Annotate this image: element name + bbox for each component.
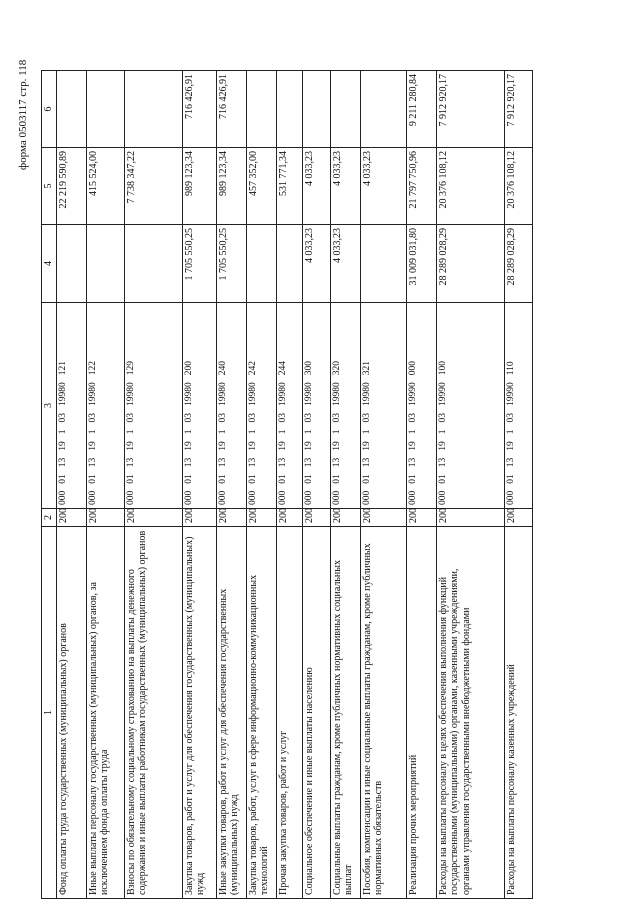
budget-code-part: 1 [217,429,228,435]
row-name: Закупка товаров, работ и услуг для обеспечения государственных (муниципальных) нужд [182,527,216,899]
row-budget-code [86,303,124,509]
row-name: Иные выплаты персоналу государственных (муниципальных) органов, за исключением фонда оплаты труда [86,527,124,899]
row-approved-amount [246,225,276,303]
column-header-4: 4 [42,225,57,303]
budget-code-part: 01 [277,474,288,484]
row-executed-amount: 989 123,34 [182,148,216,225]
budget-code-part: 240 [217,361,228,376]
budget-code-part: 000 [125,490,136,505]
budget-code-part: 19990 [407,382,418,406]
row-budget-code [56,303,86,509]
budget-code-part: 01 [303,474,314,484]
row-budget-code [216,303,246,509]
budget-code-part: 19 [217,441,228,451]
table-row [406,71,436,899]
budget-code-part: 19 [505,441,516,451]
row-unexecuted-amount: 7 912 920,17 [504,71,532,148]
budget-code-part: 244 [277,361,288,376]
budget-code-part: 000 [361,490,372,505]
row-line-code: 200 [276,509,302,527]
budget-code-part: 19990 [505,382,516,406]
row-line-code: 200 [86,509,124,527]
row-executed-amount: 7 738 347,22 [124,148,182,225]
budget-code-part: 000 [217,490,228,505]
row-executed-amount: 457 352,00 [246,148,276,225]
budget-code-part: 242 [247,361,258,376]
row-executed-amount: 531 771,34 [276,148,302,225]
row-executed-amount: 4 033,23 [330,148,360,225]
budget-code-part: 1 [183,429,194,435]
row-line-code: 200 [246,509,276,527]
row-line-code: 200 [360,509,406,527]
budget-code-part: 19 [361,441,372,451]
budget-code-part: 129 [125,361,136,376]
budget-code-part: 121 [57,361,68,376]
row-name: Реализация прочих мероприятий [406,527,436,899]
row-executed-amount: 989 123,34 [216,148,246,225]
row-name: Расходы на выплаты персоналу в целях обеспечения выполнения функций государственными (муниципальными) органами, казенными учреждениями, органами управления государственными внебюджетными фондами [436,527,504,899]
budget-code-part: 19980 [247,382,258,406]
row-approved-amount [360,225,406,303]
row-executed-amount: 4 033,23 [302,148,330,225]
budget-code-part: 13 [277,457,288,468]
budget-code-part: 19 [57,441,68,451]
row-line-code: 200 [216,509,246,527]
row-budget-code [504,303,532,509]
budget-code-part: 13 [361,457,372,468]
budget-code-part: 01 [361,474,372,484]
row-executed-amount: 415 524,00 [86,148,124,225]
row-approved-amount: 1 705 550,25 [216,225,246,303]
budget-code-part: 1 [57,429,68,435]
row-approved-amount: 1 705 550,25 [182,225,216,303]
row-approved-amount [124,225,182,303]
row-approved-amount: 4 033,23 [302,225,330,303]
row-unexecuted-amount [246,71,276,148]
budget-code-part: 100 [437,361,448,376]
budget-code-part: 03 [437,413,448,423]
budget-code-part: 19 [407,441,418,451]
row-line-code: 200 [436,509,504,527]
budget-code-part: 000 [277,490,288,505]
row-line-code: 200 [56,509,86,527]
row-executed-amount: 21 797 750,96 [406,148,436,225]
budget-code-part: 13 [407,457,418,468]
table-body [56,71,532,899]
budget-code-part: 19 [303,441,314,451]
row-approved-amount: 31 009 031,80 [406,225,436,303]
budget-code-part: 1 [87,429,98,435]
row-unexecuted-amount: 716 426,91 [216,71,246,148]
budget-code-part: 000 [183,490,194,505]
row-budget-code [330,303,360,509]
row-name: Пособия, компенсации и иные социальные выплаты гражданам, кроме публичных нормативных обязательств [360,527,406,899]
budget-code-part: 03 [361,413,372,423]
row-budget-code [182,303,216,509]
budget-code-part: 19 [277,441,288,451]
budget-code-part: 000 [247,490,258,505]
report-table [41,70,533,899]
budget-code-part: 321 [361,361,372,376]
budget-code-part: 03 [303,413,314,423]
row-name: Закупка товаров, работ, услуг в сфере информационно-коммуникационных технологий [246,527,276,899]
row-unexecuted-amount [86,71,124,148]
budget-code-part: 13 [183,457,194,468]
budget-code-part: 19980 [331,382,342,406]
row-line-code: 200 [124,509,182,527]
budget-code-part: 19 [183,441,194,451]
table-row [504,71,532,899]
row-unexecuted-amount [302,71,330,148]
row-budget-code [124,303,182,509]
budget-code-part: 000 [87,490,98,505]
budget-code-part: 19980 [87,382,98,406]
budget-code-part: 03 [505,413,516,423]
budget-code-part: 320 [331,361,342,376]
table-row [124,71,182,899]
row-unexecuted-amount: 9 211 280,84 [406,71,436,148]
budget-code-part: 1 [505,429,516,435]
row-line-code: 200 [330,509,360,527]
budget-code-part: 01 [331,474,342,484]
budget-code-part: 19980 [217,382,228,406]
budget-code-part: 19 [437,441,448,451]
row-name: Прочая закупка товаров, работ и услуг [276,527,302,899]
column-header-1: 1 [42,527,57,899]
table-row [246,71,276,899]
row-unexecuted-amount [276,71,302,148]
budget-code-part: 01 [247,474,258,484]
row-line-code: 200 [504,509,532,527]
budget-code-part: 01 [87,474,98,484]
table-row [86,71,124,899]
row-executed-amount: 22 219 590,89 [56,148,86,225]
budget-code-part: 1 [247,429,258,435]
budget-code-part: 1 [361,429,372,435]
row-executed-amount: 20 376 108,12 [436,148,504,225]
row-name: Расходы на выплаты персоналу казенных учреждений [504,527,532,899]
budget-code-part: 03 [183,413,194,423]
budget-code-part: 13 [125,457,136,468]
budget-code-part: 01 [217,474,228,484]
budget-code-part: 19980 [361,382,372,406]
row-approved-amount: 28 289 028,29 [436,225,504,303]
budget-code-part: 000 [437,490,448,505]
budget-code-part: 03 [87,413,98,423]
budget-code-part: 19980 [125,382,136,406]
row-unexecuted-amount [56,71,86,148]
table-row [182,71,216,899]
column-header-3: 3 [42,303,57,509]
row-unexecuted-amount [330,71,360,148]
budget-code-part: 000 [57,490,68,505]
budget-code-part: 300 [303,361,314,376]
budget-code-part: 01 [57,474,68,484]
budget-code-part: 19 [331,441,342,451]
row-name: Социальное обеспечение и иные выплаты населению [302,527,330,899]
table-row [302,71,330,899]
row-budget-code [360,303,406,509]
budget-code-part: 19 [247,441,258,451]
table-row [360,71,406,899]
budget-code-part: 1 [437,429,448,435]
budget-code-part: 122 [87,361,98,376]
table-row [216,71,246,899]
row-unexecuted-amount [124,71,182,148]
budget-code-part: 1 [407,429,418,435]
row-executed-amount: 20 376 108,12 [504,148,532,225]
column-header-5: 5 [42,148,57,225]
column-header-2: 2 [42,509,57,527]
row-approved-amount [56,225,86,303]
row-line-code: 200 [302,509,330,527]
budget-code-part: 03 [277,413,288,423]
budget-code-part: 1 [277,429,288,435]
row-name: Взносы по обязательному социальному страхованию на выплаты денежного содержания и иные выплаты работникам государственных (муниципальных) органов [124,527,182,899]
row-executed-amount: 4 033,23 [360,148,406,225]
row-unexecuted-amount [360,71,406,148]
budget-code-part: 19980 [183,382,194,406]
budget-code-part: 000 [407,490,418,505]
row-name: Иные закупки товаров, работ и услуг для обеспечения государственных (муниципальных) нужд [216,527,246,899]
budget-code-part: 19980 [277,382,288,406]
row-unexecuted-amount: 7 912 920,17 [436,71,504,148]
row-budget-code [276,303,302,509]
budget-code-part: 13 [217,457,228,468]
table-row [436,71,504,899]
budget-code-part: 13 [505,457,516,468]
row-line-code: 200 [406,509,436,527]
budget-code-part: 19 [87,441,98,451]
budget-code-part: 13 [331,457,342,468]
budget-code-part: 19980 [303,382,314,406]
form-label: форма 0503117 стр. 118 [17,59,29,170]
budget-code-part: 13 [87,457,98,468]
budget-code-part: 13 [437,457,448,468]
budget-code-part: 000 [505,490,516,505]
budget-code-part: 03 [331,413,342,423]
budget-code-part: 19980 [57,382,68,406]
budget-code-part: 1 [303,429,314,435]
row-approved-amount [276,225,302,303]
row-name: Фонд оплаты труда государственных (муниципальных) органов [56,527,86,899]
budget-code-part: 03 [125,413,136,423]
budget-code-part: 13 [303,457,314,468]
budget-code-part: 01 [437,474,448,484]
budget-code-part: 03 [247,413,258,423]
budget-code-part: 01 [505,474,516,484]
table-row [330,71,360,899]
row-name: Социальные выплаты гражданам, кроме публичных нормативных социальных выплат [330,527,360,899]
budget-code-part: 200 [183,361,194,376]
row-approved-amount: 4 033,23 [330,225,360,303]
table-row [56,71,86,899]
budget-code-part: 03 [407,413,418,423]
budget-code-part: 19990 [437,382,448,406]
budget-code-part: 110 [505,361,516,376]
row-budget-code [436,303,504,509]
row-budget-code [302,303,330,509]
row-budget-code [406,303,436,509]
budget-code-part: 01 [125,474,136,484]
budget-code-part: 1 [125,429,136,435]
budget-code-part: 1 [331,429,342,435]
table-row [276,71,302,899]
budget-code-part: 000 [303,490,314,505]
row-line-code: 200 [182,509,216,527]
row-approved-amount: 28 289 028,29 [504,225,532,303]
column-header-6: 6 [42,71,57,148]
budget-code-part: 03 [57,413,68,423]
budget-code-part: 000 [331,490,342,505]
budget-code-part: 03 [217,413,228,423]
budget-code-part: 01 [183,474,194,484]
budget-code-part: 13 [247,457,258,468]
row-approved-amount [86,225,124,303]
row-unexecuted-amount: 716 426,91 [182,71,216,148]
budget-code-part: 000 [407,361,418,376]
column-number-row [42,71,57,899]
row-budget-code [246,303,276,509]
budget-code-part: 19 [125,441,136,451]
budget-code-part: 01 [407,474,418,484]
budget-code-part: 13 [57,457,68,468]
